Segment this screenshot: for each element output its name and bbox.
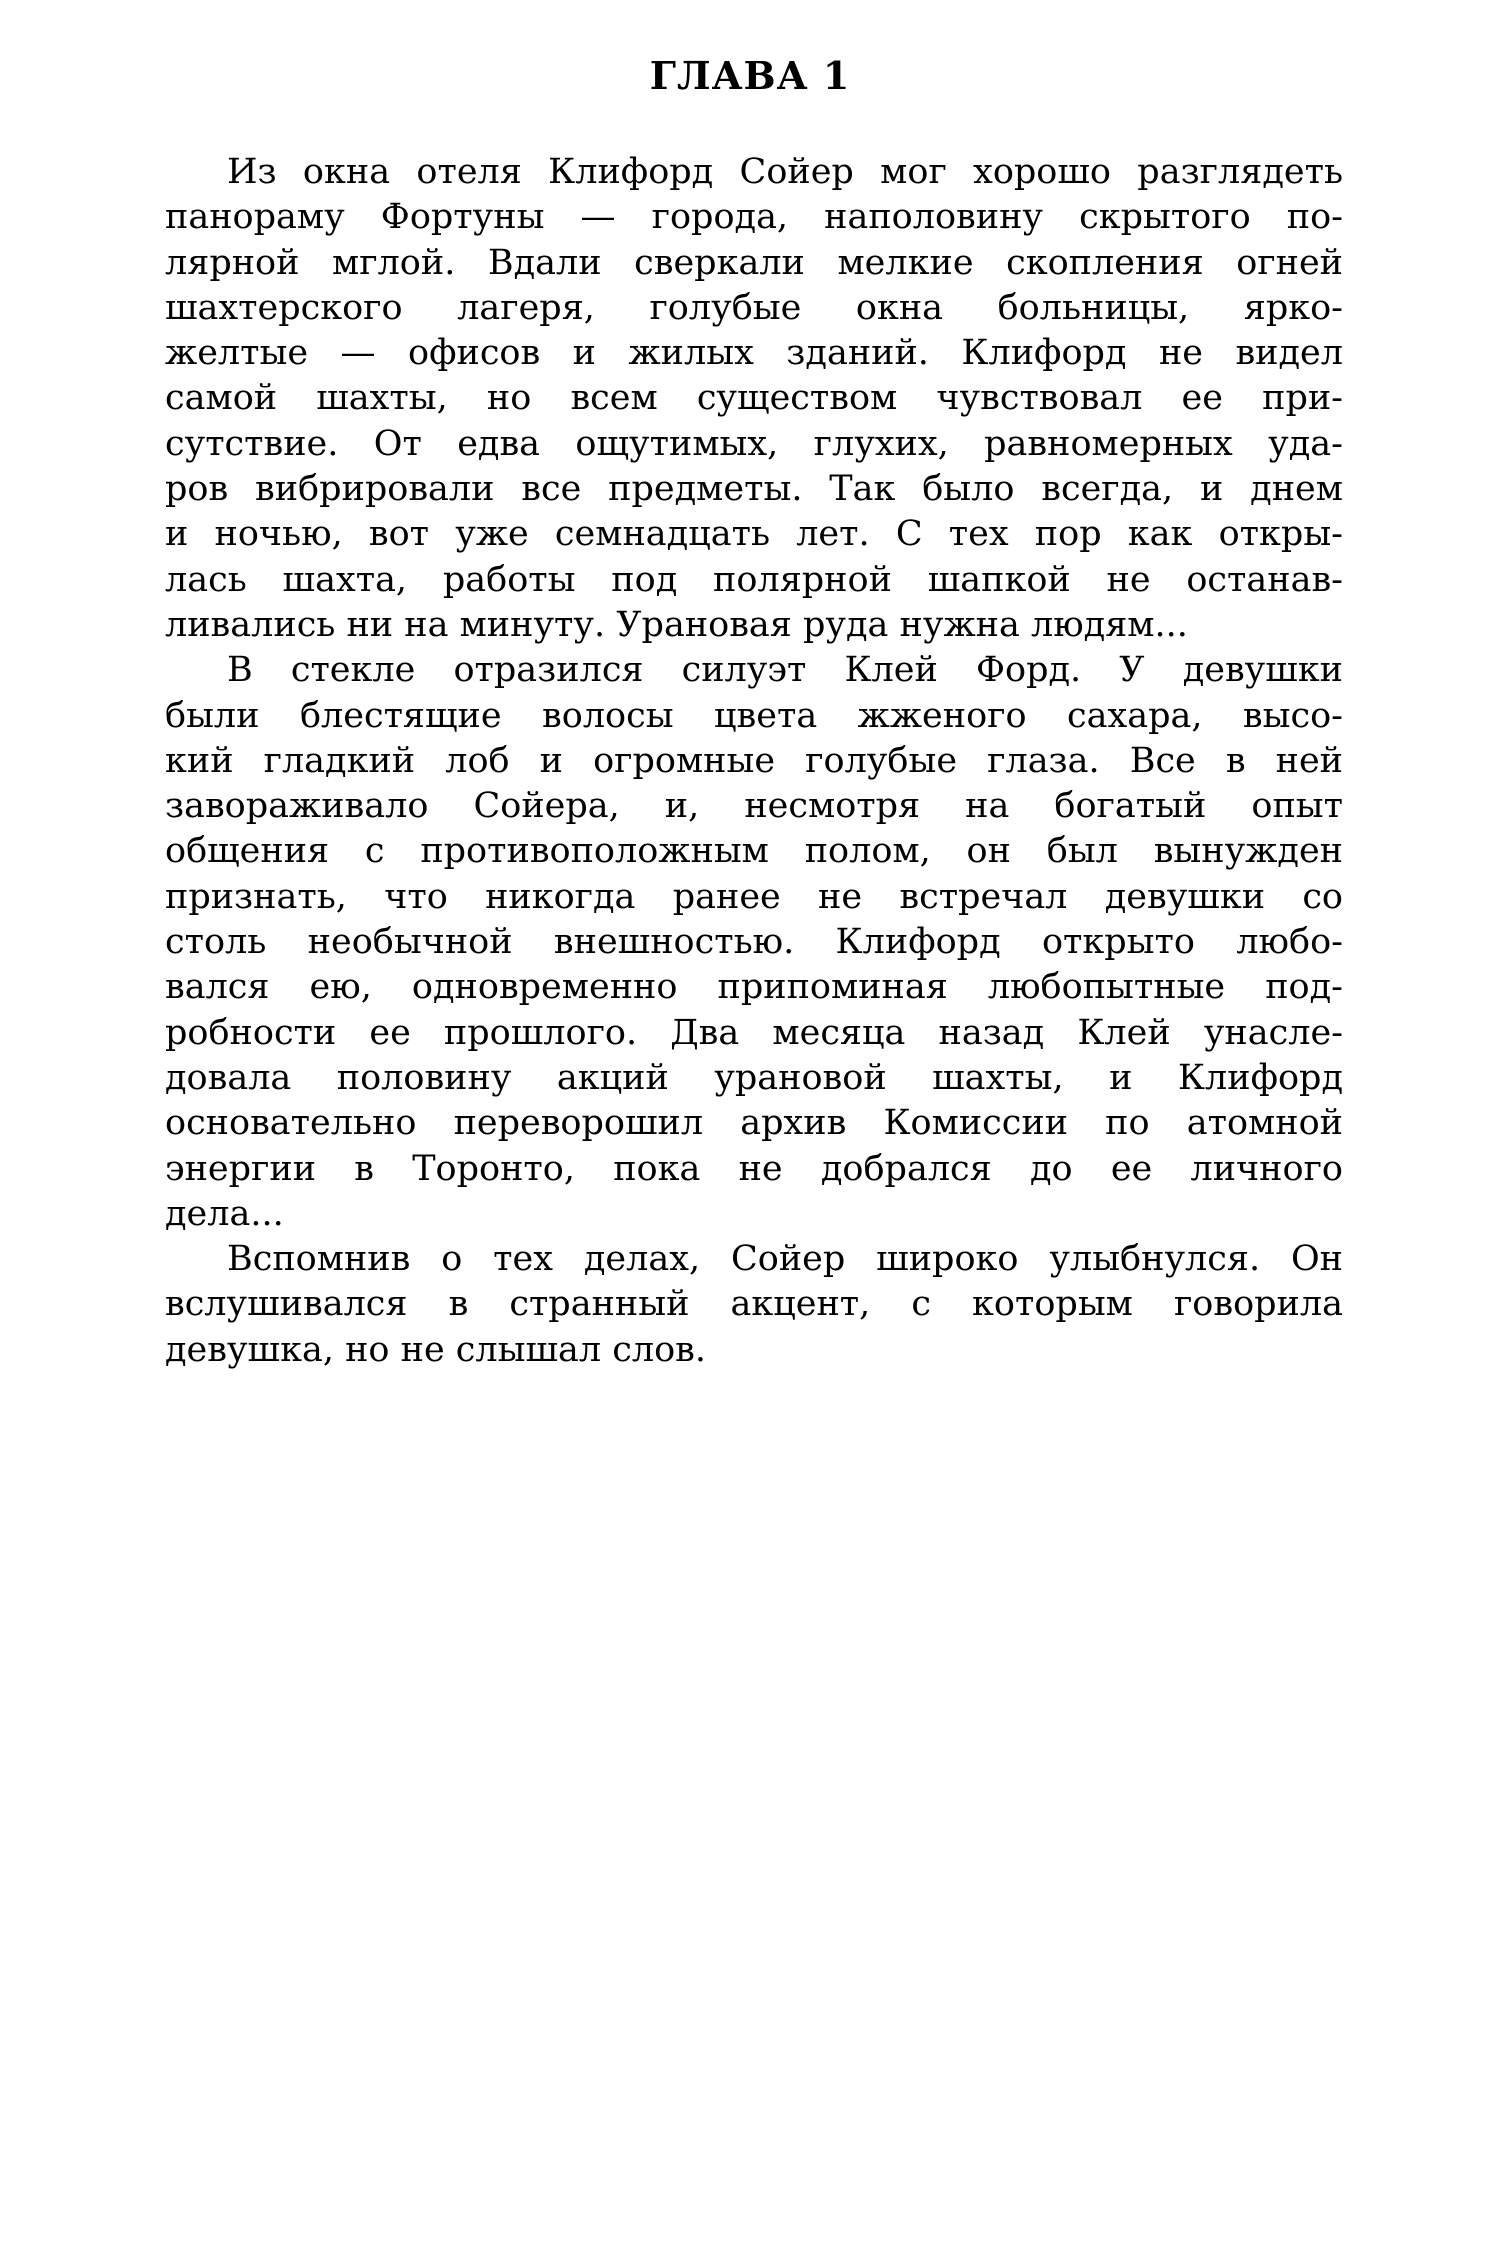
text-line: ров вибрировали все предметы. Так было всегда, и днем [165,469,1343,510]
text-line: лась шахта, работы под полярной шапкой не останав- [165,559,1343,600]
text-line: довала половину акций урановой шахты, и Клифорд [165,1057,1343,1098]
text-line: столь необычной внешностью. Клифорд открыто любо- [165,922,1343,963]
text-line: основательно переворошил архив Комиссии по атомной [165,1103,1343,1144]
text-line: Вспомнив о тех делах, Сойер широко улыбнулся. Он [227,1239,1343,1280]
text-line: Из окна отеля Клифорд Сойер мог хорошо разглядеть [227,152,1343,192]
body-text [165,150,1343,1373]
text-line: самой шахты, но всем существом чувствовал ее при- [165,378,1343,419]
text-line: шахтерского лагеря, голубые окна больницы, ярко- [165,287,1343,328]
text-line: признать, что никогда ранее не встречал девушки со [165,876,1343,917]
text-line: сутствие. От едва ощутимых, глухих, равномерных уда- [165,423,1343,464]
text-line: желтые — офисов и жилых зданий. Клифорд не видел [165,333,1343,374]
text-line: были блестящие волосы цвета жженого сахара, высо- [165,695,1343,736]
text-line: робности ее прошлого. Два месяца назад Клей унасле- [165,1012,1343,1053]
text-line: завораживало Сойера, и, несмотря на богатый опыт [165,786,1343,827]
text-line: панораму Фортуны — города, наполовину скрытого по- [165,197,1343,238]
text-line: лярной мглой. Вдали сверкали мелкие скопления огней [165,242,1343,283]
chapter-title: ГЛАВА 1 [649,53,851,98]
text-line: вался ею, одновременно припоминая любопытные под- [165,967,1343,1008]
text-line: общения с противоположным полом, он был вынужден [165,831,1343,872]
text-line: В стекле отразился силуэт Клей Форд. У девушки [227,650,1343,691]
text-line: девушка, но не слышал слов. [165,1329,706,1370]
text-line: вслушивался в странный акцент, с которым говорила [165,1284,1343,1325]
text-line: кий гладкий лоб и огромные голубые глаза. Все в ней [165,740,1343,781]
text-line: энергии в Торонто, пока не добрался до ее личного [165,1148,1343,1189]
text-line: ливались ни на минуту. Урановая руда нужна людям... [165,604,1188,645]
text-line: и ночью, вот уже семнадцать лет. С тех пор как откры- [165,514,1343,555]
text-line: дела... [165,1193,284,1234]
